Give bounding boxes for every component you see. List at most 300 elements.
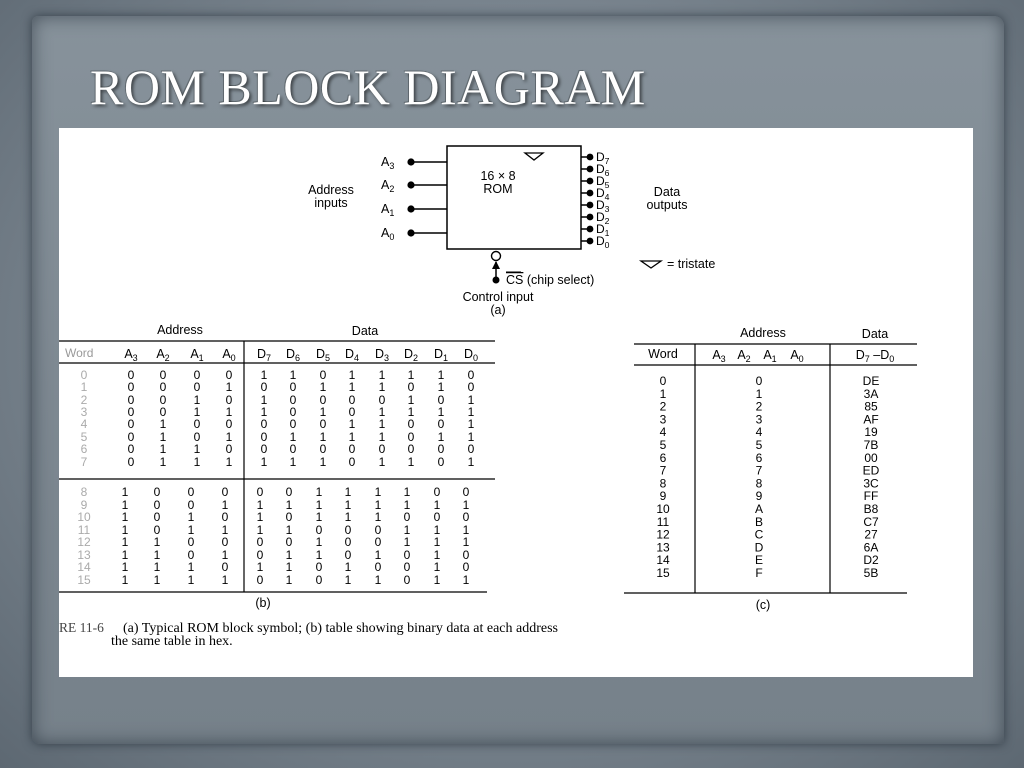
chip-select-label: CS (chip select) [506,273,595,287]
table-b-data-cell: 0 [462,560,470,574]
table-b-address-cell: 0 [225,417,233,431]
table-b-data-cell: 1 [433,535,441,549]
table-b-data-cell: 1 [319,380,327,394]
table-c-row [656,502,878,516]
table-c-word-cell: 1 [659,386,667,401]
table-c-row [660,451,878,465]
table-b-data-cell: 0 [289,417,297,431]
table-c-data-cell: AF [863,412,879,427]
table-b-data-header: $D_7$ [256,347,272,363]
table-c-address-cell: 8 [755,476,763,491]
table-b-data-cell: 1 [344,510,352,524]
figure-caption-label: RE 11-6 [59,620,104,635]
table-b-address-cell: 1 [153,573,161,587]
table-b-data-cell: 0 [315,523,323,537]
table-b-data-cell: 0 [407,442,415,456]
table-b-data-cell: 0 [437,442,445,456]
data-pin-dot [587,238,594,245]
table-b-address-cell: 1 [187,523,195,537]
table-b-data-cell: 1 [289,430,297,444]
table-b-address-cell: 0 [193,368,201,382]
table-b-address-cell: 1 [225,455,233,469]
table-c-row [660,438,879,452]
table-b-data-header: $D_1$ [433,347,449,363]
table-b-address-cell: 0 [159,380,167,394]
table-b-data-cell: 1 [437,380,445,394]
table-b-data-cell: 1 [374,510,382,524]
table-b-data-cell: 0 [319,442,327,456]
data-pin-dot [587,190,594,197]
table-c-address-cell: F [755,566,763,580]
table-b-data-cell: 1 [437,430,445,444]
table-c-address-cell: B [754,514,764,529]
table-b-data-cell: 1 [285,498,293,512]
table-b-row [77,548,469,562]
address-pin-label: $A_2$ [381,178,395,194]
table-b-address-cell: 1 [121,485,129,499]
table-b-data-cell: 1 [285,523,293,537]
table-c-address-cell: 5 [755,438,763,452]
table-b-word-cell: 11 [77,523,91,537]
table-b-data-cell: 0 [348,455,356,469]
table-c-data-cell: C7 [863,514,879,529]
table-c-address-cell: A [754,502,764,516]
table-b-data-cell: 0 [260,417,268,431]
table-c-row [660,400,878,414]
table-c-word-cell: 6 [659,450,667,465]
table-b-data-cell: 1 [348,368,356,382]
address-pin-label: $A_1$ [381,202,395,218]
table-b-data-cell: 0 [260,430,268,444]
table-b-data-cell: 0 [467,380,475,394]
table-b-address-cell: 1 [221,523,229,537]
table-b-data-cell: 1 [374,548,382,562]
address-pin-label: $A_3$ [381,155,395,171]
table-b-data-cell: 1 [407,368,415,382]
address-pin-dot [407,205,414,212]
table-c-data-cell: 3C [863,476,879,491]
table-b-data-cell: 0 [348,442,356,456]
address-pins [381,155,447,242]
table-b-data-cell: 1 [319,405,327,419]
table-b-data-cell: 1 [315,535,323,549]
table-b-address-cell: 1 [121,548,129,562]
table-b-address-cell: 1 [121,535,129,549]
table-b-address-cell: 1 [121,510,129,524]
table-c-address-header: $A_3$ [712,348,726,364]
table-b-word-cell: 3 [80,405,88,419]
data-pin-label: $D_5$ [596,174,610,190]
table-c-row [660,425,878,439]
table-b-address-group: Address [157,323,203,337]
table-b-data-cell: 1 [462,498,470,512]
table-c-row [657,515,879,529]
table-c-row [660,476,879,490]
table-b-row [77,573,469,587]
table-b-data-cell: 0 [407,380,415,394]
table-b-word-cell: 14 [77,560,91,574]
data-pin-dot [587,154,594,161]
table-b-row [77,560,469,574]
table-b-data-cell: 0 [403,573,411,587]
table-b-data-cell: 1 [467,455,475,469]
table-b-data-cell: 1 [348,417,356,431]
tristate-symbol-icon [525,153,543,160]
table-b-address-cell: 0 [225,368,233,382]
caption-a: (a) [490,303,506,317]
table-c-address-cell: 1 [755,386,763,401]
table-b-data-cell: 1 [433,560,441,574]
table-b-word-cell: 2 [80,393,88,407]
slide-title: ROM BLOCK DIAGRAM [90,59,646,115]
tristate-legend-icon [641,261,661,268]
data-pin-label: $D_6$ [596,162,610,178]
table-b-address-cell: 0 [221,510,229,524]
table-b-data-header: $D_0$ [463,347,479,363]
table-b-data-cell: 1 [260,455,268,469]
table-b-data-cell: 1 [315,498,323,512]
table-b-data-cell: 0 [256,535,264,549]
table-b-data-cell: 1 [344,560,352,574]
table-b-data-cell: 0 [285,535,293,549]
table-b-row [78,523,470,537]
table-b-data-cell: 1 [378,368,386,382]
hex-table [624,326,917,612]
table-b-data-cell: 0 [378,442,386,456]
table-b-data-cell: 0 [289,393,297,407]
table-b-address-cell: 0 [187,498,195,512]
table-c-word-cell: 4 [659,425,667,440]
table-b-address-cell: 0 [153,523,161,537]
table-b-data-cell: 0 [467,442,475,456]
chip-select-bubble [492,252,501,261]
table-c-address-cell: 4 [755,425,763,440]
table-c-row [660,412,879,426]
table-c-row [656,566,878,580]
table-c-word-cell: 12 [656,527,670,542]
table-b-address-cell: 1 [153,535,161,549]
table-b-address-cell: 1 [187,573,195,587]
data-pins [581,150,610,250]
table-b-data-cell: 0 [374,535,382,549]
table-b-address-cell: 1 [193,455,201,469]
table-b-data-cell: 0 [437,393,445,407]
data-pin-label: $D_1$ [596,222,610,238]
data-pin-label: $D_4$ [596,186,610,202]
table-b-data-cell: 1 [467,417,475,431]
table-c-row [660,464,880,478]
table-b-data-cell: 0 [285,510,293,524]
table-b-data-cell: 0 [256,548,264,562]
table-b-data-cell: 1 [260,368,268,382]
table-b-data-cell: 0 [407,430,415,444]
table-b-word-cell: 1 [80,380,88,394]
table-b-headers [124,347,478,363]
table-b-data-cell: 1 [344,498,352,512]
table-c-data-cell: 6A [863,540,879,555]
table-b-data-cell: 0 [348,393,356,407]
table-b-data-cell: 1 [407,393,415,407]
table-b-address-cell: 0 [127,380,135,394]
table-b-address-cell: 0 [127,417,135,431]
table-b-data-cell: 1 [403,535,411,549]
table-b-address-cell: 0 [153,485,161,499]
table-b-data-cell: 1 [285,573,293,587]
table-c-address-header: $A_1$ [763,348,777,364]
table-c-address-group: Address [740,326,786,340]
table-c-word-cell: 14 [656,553,670,568]
figure-caption-line1: (a) Typical ROM block symbol; (b) table showing binary data at each address [123,621,558,636]
table-c-data-cell: 7B [863,438,879,452]
table-b-address-cell: 0 [127,405,135,419]
table-b-data-cell: 0 [403,560,411,574]
table-c-word-cell: 3 [659,412,667,427]
table-b-row [81,485,470,499]
table-b-data-cell: 1 [315,548,323,562]
table-b-data-cell: 1 [256,498,264,512]
table-b-word-cell: 6 [80,442,88,456]
table-b-address-cell: 1 [225,430,233,444]
table-c-row [656,540,878,554]
table-b-address-cell: 0 [159,393,167,407]
table-b-address-cell: 0 [193,417,201,431]
table-b-data-cell: 0 [315,560,323,574]
table-b-row [81,430,475,444]
binary-table [59,323,495,610]
table-b-data-cell: 0 [433,510,441,524]
table-b-data-cell: 0 [433,485,441,499]
table-b-data-cell: 1 [285,548,293,562]
table-b-data-cell: 1 [467,405,475,419]
data-pin-label: $D_0$ [596,234,610,250]
table-c-headers [712,348,803,364]
table-c-word-cell: 9 [659,489,667,504]
table-b-address-cell: 0 [225,442,233,456]
data-pin-label: $D_2$ [596,210,610,226]
table-b-data-cell: 1 [348,430,356,444]
table-b-data-cell: 1 [374,485,382,499]
table-b-data-cell: 1 [289,455,297,469]
data-pin-label: $D_3$ [596,198,610,214]
table-c-word-cell: 15 [656,566,670,580]
chip-select-arrow-icon [492,261,500,269]
table-b-address-cell: 1 [159,430,167,444]
table-b-row [81,393,475,407]
table-b-row [81,455,475,469]
table-b-row [77,510,469,524]
figure-caption [59,620,558,649]
table-c-word-cell: 5 [659,438,667,452]
table-b-word-cell: 7 [80,455,88,469]
table-b-address-cell: 0 [187,535,195,549]
table-b-row [77,535,469,549]
address-pin-dot [407,158,414,165]
table-c-address-cell: 2 [755,399,763,414]
rom-box [447,146,581,249]
table-b-address-cell: 1 [221,573,229,587]
table-b-address-cell: 0 [127,430,135,444]
table-c-word-cell: 11 [656,514,670,529]
table-b-address-cell: 1 [121,523,129,537]
table-c-address-cell: 3 [755,412,763,427]
table-b-rows [77,368,474,587]
table-b-data-cell: 1 [433,523,441,537]
table-b-data-cell: 0 [260,380,268,394]
table-b-row [81,380,475,394]
table-c-rows [656,374,879,580]
tristate-legend-label: = tristate [667,257,716,271]
table-b-row [81,498,470,512]
table-b-address-cell: 1 [193,393,201,407]
rom-label-rom: ROM [483,182,513,196]
table-c-data-cell: 3A [863,386,879,401]
control-input-label: Control input [462,290,534,304]
chip-select-dot [493,277,500,284]
table-b-address-cell: 1 [193,442,201,456]
table-b-address-cell: 1 [153,560,161,574]
table-b-data-cell: 1 [433,498,441,512]
table-c-row [656,553,879,567]
table-b-address-cell: 1 [221,498,229,512]
table-b-word-header: Word [65,346,94,360]
table-c-data-cell: B8 [863,502,879,516]
table-c-address-cell: 9 [755,489,763,504]
table-b-address-cell: 0 [153,498,161,512]
table-b-address-cell: 0 [153,510,161,524]
rom-figure-svg [59,128,973,677]
table-b-address-cell: 0 [221,560,229,574]
table-b-address-header: $A_3$ [124,347,138,363]
table-b-data-cell: 0 [462,548,470,562]
table-c-data-group: Data [861,327,889,341]
table-c-data-header: $D_7$ $-D_0$ [855,348,895,364]
table-b-address-cell: 0 [193,380,201,394]
table-b-data-cell: 1 [433,548,441,562]
table-b-data-cell: 1 [403,523,411,537]
data-outputs-label-line2: outputs [646,198,688,212]
table-b-data-cell: 0 [289,442,297,456]
table-b-data-cell: 1 [374,573,382,587]
table-b-data-cell: 0 [467,368,475,382]
table-b-address-cell: 0 [127,442,135,456]
table-c-address-cell: 0 [755,374,763,388]
caption-b: (b) [255,596,271,610]
table-b-address-cell: 0 [225,393,233,407]
table-c-word-cell: 10 [656,502,670,516]
table-b-address-cell: 0 [193,430,201,444]
table-b-data-cell: 0 [315,573,323,587]
table-b-data-cell: 0 [374,523,382,537]
table-b-address-cell: 0 [159,368,167,382]
table-c-word-cell: 13 [656,540,670,555]
table-b-word-cell: 15 [77,573,91,587]
table-b-data-cell: 1 [378,455,386,469]
table-b-data-cell: 1 [348,380,356,394]
table-b-address-cell: 0 [159,405,167,419]
table-b-data-cell: 1 [378,417,386,431]
table-b-data-cell: 0 [256,485,264,499]
data-outputs-label-line1: Data [653,185,681,199]
table-b-row [81,405,475,419]
table-b-data-cell: 0 [256,573,264,587]
table-b-data-cell: 1 [289,368,297,382]
table-b-data-cell: 1 [315,485,323,499]
table-b-data-cell: 0 [319,393,327,407]
table-b-address-cell: 1 [159,442,167,456]
table-c-address-cell: 6 [755,450,763,465]
table-b-data-cell: 0 [437,455,445,469]
table-b-row [81,417,475,431]
table-b-data-cell: 1 [433,573,441,587]
table-b-data-cell: 0 [344,535,352,549]
address-pin-dot [407,229,414,236]
table-b-data-cell: 1 [260,405,268,419]
table-b-data-cell: 1 [378,430,386,444]
table-b-address-header: $A_0$ [222,347,236,363]
table-c-address-cell: E [754,553,764,568]
table-b-data-cell: 0 [285,485,293,499]
rom-block-symbol [308,146,715,317]
table-b-data-cell: 1 [256,523,264,537]
table-b-data-cell: 1 [462,523,470,537]
table-c-data-cell: DE [862,374,880,388]
table-b-data-cell: 1 [285,560,293,574]
table-b-address-cell: 1 [225,405,233,419]
table-b-data-cell: 1 [344,573,352,587]
table-b-data-cell: 0 [407,417,415,431]
table-b-address-cell: 0 [127,455,135,469]
table-b-address-cell: 1 [159,417,167,431]
table-b-data-cell: 1 [467,430,475,444]
table-b-data-header: $D_2$ [403,347,419,363]
table-c-data-cell: 27 [864,527,878,542]
table-b-data-cell: 1 [256,510,264,524]
table-c-row [660,489,879,503]
table-b-data-cell: 1 [344,485,352,499]
table-b-address-cell: 0 [127,393,135,407]
table-b-address-cell: 1 [193,405,201,419]
table-c-data-cell: 85 [864,399,878,414]
data-pin-dot [587,226,594,233]
table-c-data-cell: 00 [864,450,878,465]
address-inputs-label-line2: inputs [314,196,348,210]
table-b-data-cell: 0 [437,417,445,431]
table-b-address-cell: 1 [221,548,229,562]
table-b-address-cell: 1 [153,548,161,562]
table-b-data-cell: 1 [319,455,327,469]
table-b-data-cell: 1 [378,405,386,419]
address-pin-dot [407,181,414,188]
data-pin-dot [587,166,594,173]
table-c-address-header: $A_0$ [790,348,804,364]
table-b-address-cell: 1 [159,455,167,469]
table-b-address-cell: 0 [187,548,195,562]
table-b-row [81,442,475,456]
table-b-address-cell: 1 [225,380,233,394]
data-pin-dot [587,178,594,185]
table-b-address-header: $A_1$ [190,347,204,363]
table-b-data-cell: 1 [319,430,327,444]
table-b-data-cell: 0 [403,510,411,524]
table-b-data-cell: 0 [462,510,470,524]
table-c-row [660,374,880,388]
table-b-data-cell: 1 [407,455,415,469]
table-b-data-cell: 1 [256,560,264,574]
table-b-data-cell: 1 [403,498,411,512]
table-c-data-cell: 5B [863,566,879,580]
table-b-row [81,368,475,382]
table-b-word-cell: 13 [77,548,91,562]
